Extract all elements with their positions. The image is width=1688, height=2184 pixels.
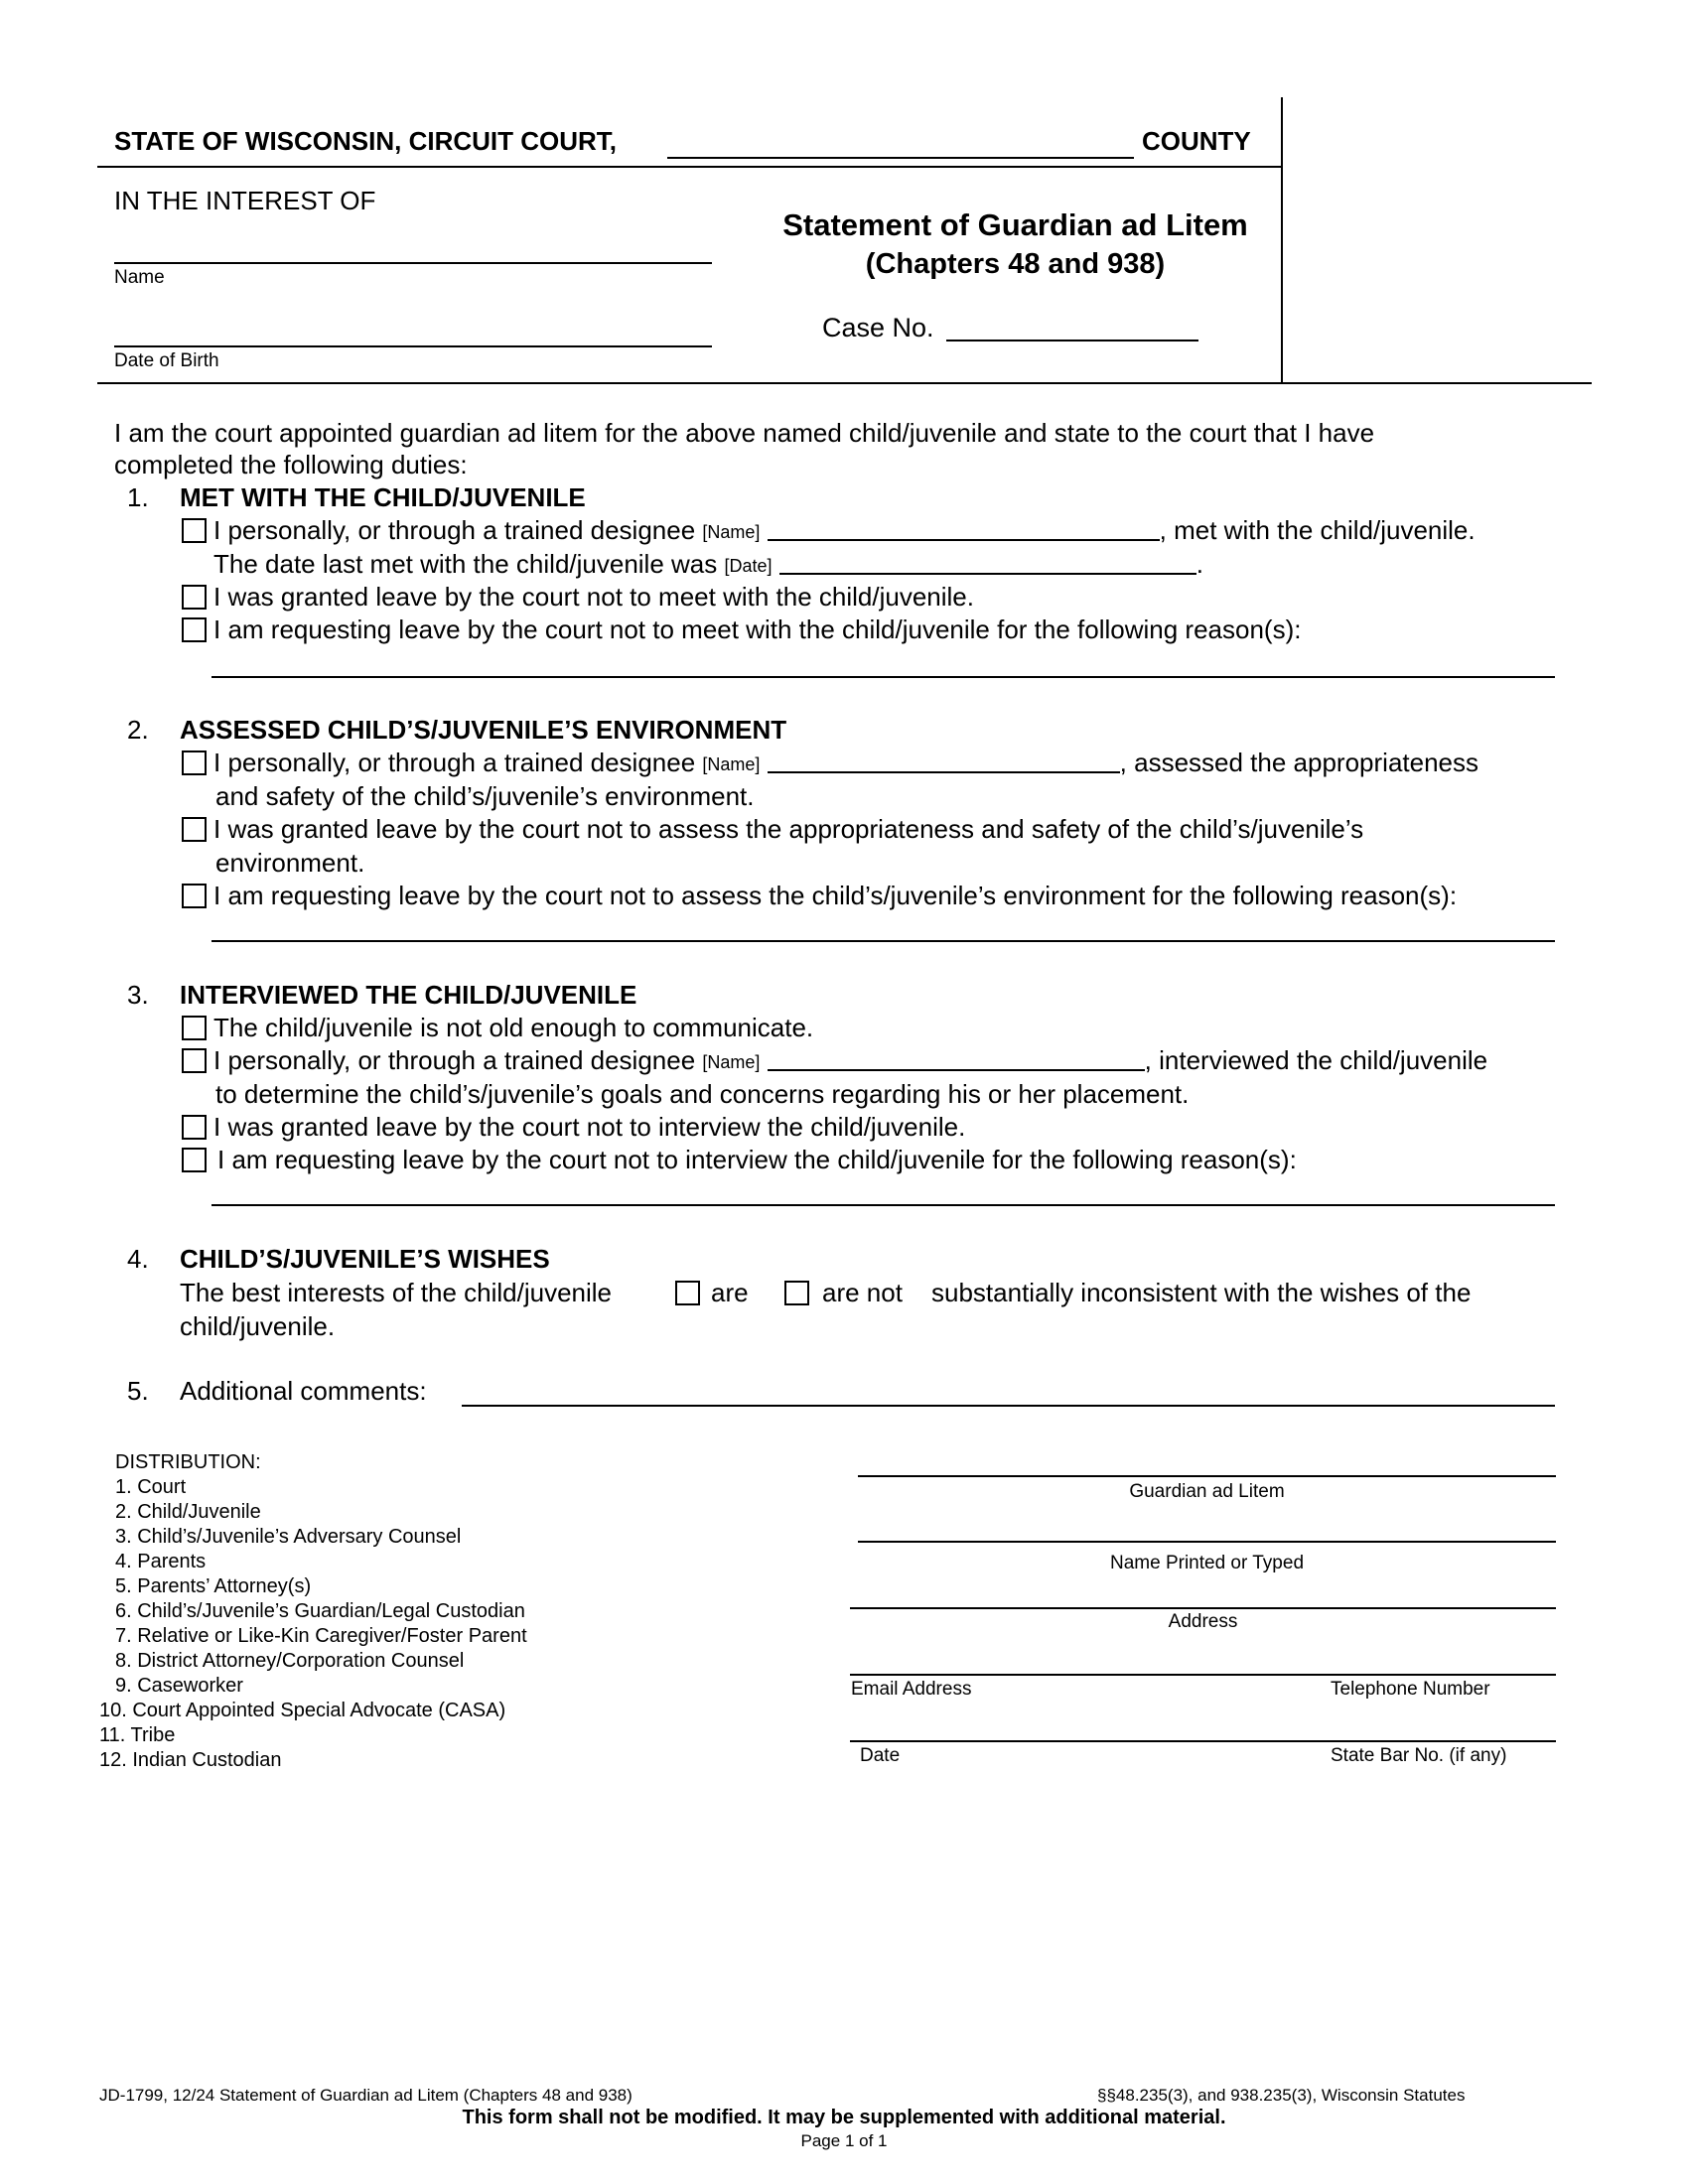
address-field[interactable]: [850, 1607, 1556, 1609]
address-label: Address: [1168, 1611, 1238, 1632]
section-5-number: 5.: [127, 1376, 149, 1406]
list-item: 3. Child’s/Juvenile’s Adversary Counsel: [115, 1526, 462, 1548]
section-4-number: 4.: [127, 1244, 149, 1274]
interview-requesting-leave-checkbox[interactable]: [182, 1148, 207, 1172]
list-item: 11. Tribe: [99, 1724, 176, 1746]
assessed-requesting-leave-checkbox[interactable]: [182, 884, 207, 908]
met-reason-field[interactable]: [211, 676, 1555, 678]
court-label: STATE OF WISCONSIN, CIRCUIT COURT,: [114, 126, 618, 156]
assessed-line-2: and safety of the child’s/juvenile’s environment.: [215, 781, 755, 811]
interviewed-personally-checkbox[interactable]: [182, 1048, 207, 1073]
telephone-label: Telephone Number: [1331, 1679, 1490, 1700]
date-statebar-field[interactable]: [850, 1740, 1556, 1742]
list-item: 5. Parents’ Attorney(s): [115, 1575, 312, 1597]
name-bracket: [Name]: [702, 522, 761, 542]
met-designee-name-field[interactable]: [768, 517, 1160, 541]
not-old-enough-checkbox[interactable]: [182, 1016, 207, 1040]
county-field[interactable]: [667, 157, 1134, 159]
additional-comments-field[interactable]: [462, 1405, 1555, 1407]
not-old-enough-text: The child/juvenile is not old enough to communicate.: [213, 1013, 814, 1042]
assessed-requesting-leave-text: I am requesting leave by the court not to assess the child’s/juvenile’s environment for the following reason(s):: [213, 881, 1458, 910]
met-granted-leave-text: I was granted leave by the court not to meet with the child/juvenile.: [213, 582, 974, 612]
header-divider-top: [97, 166, 1282, 168]
section-1-number: 1.: [127, 482, 149, 512]
interview-granted-leave-text: I was granted leave by the court not to interview the child/juvenile.: [213, 1112, 966, 1142]
met-personally-label: I personally, or through a trained designee: [213, 515, 696, 545]
list-item: 10. Court Appointed Special Advocate (CASA): [99, 1700, 506, 1721]
list-item: 6. Child’s/Juvenile’s Guardian/Legal Custodian: [115, 1600, 525, 1622]
list-item: 9. Caseworker: [115, 1675, 243, 1697]
case-no-label: Case No.: [822, 313, 934, 342]
interview-requesting-leave-text: I am requesting leave by the court not to interview the child/juvenile for the following reason(s):: [217, 1145, 1297, 1174]
name-field[interactable]: [114, 262, 712, 264]
dob-field[interactable]: [114, 345, 712, 347]
met-date-field[interactable]: [779, 551, 1196, 575]
footer-statutes: §§48.235(3), and 938.235(3), Wisconsin Statutes: [1097, 2086, 1466, 2105]
guardian-signature-field[interactable]: [858, 1475, 1556, 1477]
guardian-signature-label: Guardian ad Litem: [1129, 1481, 1285, 1502]
name-bracket: [Name]: [702, 754, 761, 774]
wishes-are-not-label: are not: [822, 1278, 903, 1307]
interviewed-designee-name-field[interactable]: [768, 1047, 1145, 1071]
section-2-number: 2.: [127, 715, 149, 745]
wishes-are-checkbox[interactable]: [675, 1281, 700, 1305]
interviewed-personally-label: I personally, or through a trained designee: [213, 1045, 696, 1075]
distribution-list: [99, 1450, 616, 1773]
list-item: 12. Indian Custodian: [99, 1749, 282, 1771]
list-item: 7. Relative or Like-Kin Caregiver/Foster Parent: [115, 1625, 527, 1647]
met-date-end: .: [1196, 549, 1203, 579]
date-label: Date: [860, 1745, 901, 1766]
email-telephone-field[interactable]: [850, 1674, 1556, 1676]
interview-reason-field[interactable]: [211, 1204, 1555, 1206]
list-item: 8. District Attorney/Corporation Counsel: [115, 1650, 465, 1672]
footer-notice: This form shall not be modified. It may be supplemented with additional material.: [462, 2107, 1226, 2128]
met-date-text: [213, 548, 1203, 582]
in-interest-of-label: IN THE INTEREST OF: [114, 186, 376, 215]
wishes-are-not-checkbox[interactable]: [784, 1281, 809, 1305]
met-granted-leave-checkbox[interactable]: [182, 585, 207, 610]
section-1-heading: MET WITH THE CHILD/JUVENILE: [180, 482, 586, 512]
name-printed-label: Name Printed or Typed: [1109, 1553, 1305, 1573]
dob-label: Date of Birth: [114, 350, 219, 371]
assessed-personally-end: , assessed the appropriateness: [1119, 748, 1479, 777]
form-subtitle: (Chapters 48 and 938): [865, 248, 1166, 280]
assessed-personally-label: I personally, or through a trained designee: [213, 748, 696, 777]
county-label: COUNTY: [1142, 126, 1251, 156]
wishes-lead: The best interests of the child/juvenile: [180, 1278, 613, 1307]
intro-line-1: I am the court appointed guardian ad litem for the above named child/juvenile and state to the court that I have: [114, 418, 1375, 448]
header-divider-bottom: [97, 382, 1592, 384]
section-4-heading: CHILD’S/JUVENILE’S WISHES: [180, 1244, 550, 1274]
met-date-label: The date last met with the child/juvenile was: [213, 549, 718, 579]
section-3-number: 3.: [127, 980, 149, 1010]
met-requesting-leave-text: I am requesting leave by the court not to meet with the child/juvenile for the following reason(s):: [213, 614, 1302, 644]
intro-line-2: completed the following duties:: [114, 450, 468, 479]
assessed-granted-leave-line-2: environment.: [215, 848, 365, 878]
date-bracket: [Date]: [724, 556, 773, 576]
met-requesting-leave-checkbox[interactable]: [182, 617, 207, 642]
email-label: Email Address: [851, 1679, 972, 1700]
met-personally-checkbox[interactable]: [182, 518, 207, 543]
interviewed-personally-text: [213, 1044, 1487, 1078]
wishes-tail: substantially inconsistent with the wishes of the: [931, 1278, 1472, 1307]
wishes-are-label: are: [711, 1278, 749, 1307]
interviewed-line-2: to determine the child’s/juvenile’s goals and concerns regarding his or her placement.: [215, 1079, 1190, 1109]
section-2-heading: ASSESSED CHILD’S/JUVENILE’S ENVIRONMENT: [180, 715, 787, 745]
additional-comments-label: Additional comments:: [180, 1376, 427, 1406]
assessed-granted-leave-checkbox[interactable]: [182, 817, 207, 842]
case-no-field[interactable]: [946, 340, 1198, 341]
assessed-reason-field[interactable]: [211, 940, 1555, 942]
assessed-granted-leave-text: I was granted leave by the court not to assess the appropriateness and safety of the child’s/juvenile’s: [213, 814, 1364, 844]
interview-granted-leave-checkbox[interactable]: [182, 1115, 207, 1140]
interviewed-personally-end: , interviewed the child/juvenile: [1144, 1045, 1488, 1075]
state-bar-label: State Bar No. (if any): [1331, 1745, 1507, 1766]
assessed-personally-text: [213, 747, 1478, 780]
met-personally-end: , met with the child/juvenile.: [1159, 515, 1476, 545]
form-title: Statement of Guardian ad Litem: [782, 207, 1248, 242]
met-personally-text: [213, 514, 1476, 548]
distribution-title: DISTRIBUTION:: [115, 1451, 261, 1473]
name-label: Name: [114, 267, 165, 288]
list-item: 1. Court: [115, 1476, 187, 1498]
assessed-personally-checkbox[interactable]: [182, 751, 207, 775]
list-item: 2. Child/Juvenile: [115, 1501, 261, 1523]
footer-page-number: Page 1 of 1: [800, 2131, 888, 2150]
name-bracket: [Name]: [702, 1052, 761, 1072]
wishes-line-2: child/juvenile.: [180, 1311, 336, 1341]
list-item: 4. Parents: [115, 1551, 207, 1572]
assessed-designee-name-field[interactable]: [768, 750, 1120, 773]
name-printed-field[interactable]: [858, 1541, 1556, 1543]
section-3-heading: INTERVIEWED THE CHILD/JUVENILE: [180, 980, 637, 1010]
footer-form-id: JD-1799, 12/24 Statement of Guardian ad Litem (Chapters 48 and 938): [99, 2086, 633, 2105]
